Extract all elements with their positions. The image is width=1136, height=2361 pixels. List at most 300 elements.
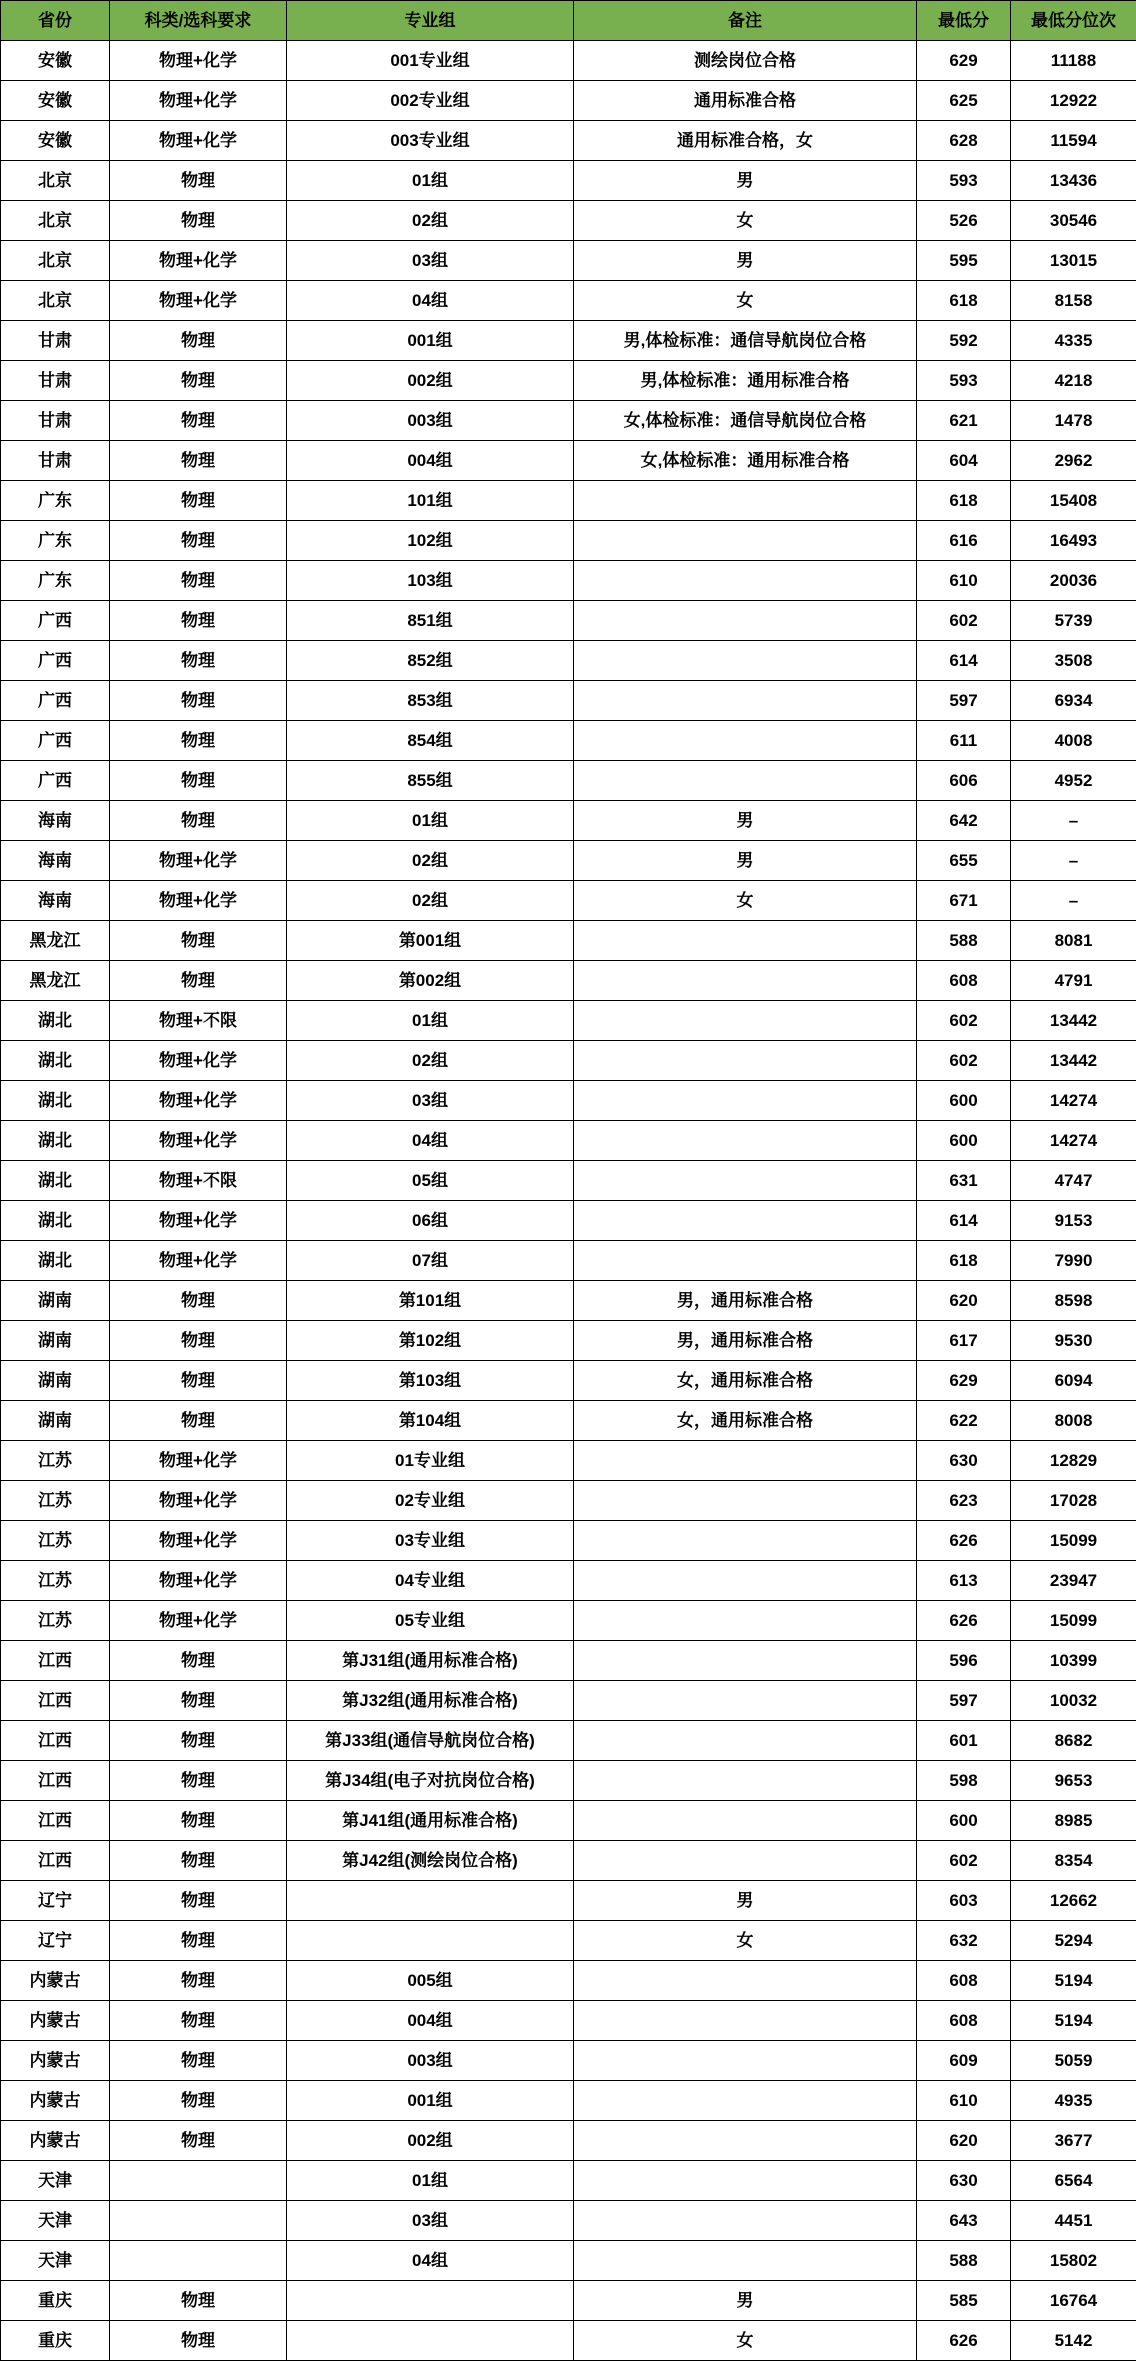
table-cell: 003专业组 [287,121,574,161]
table-cell: 甘肃 [1,321,110,361]
table-cell: 629 [917,1361,1011,1401]
table-cell: 001专业组 [287,41,574,81]
table-cell: 5294 [1011,1921,1136,1961]
table-row [1,521,1136,561]
table-cell: 物理 [110,921,287,961]
table-row [1,961,1136,1001]
table-cell: 622 [917,1401,1011,1441]
table-row [1,1121,1136,1161]
table-cell: 男 [574,841,917,881]
table-cell: 北京 [1,201,110,241]
table-cell: 黑龙江 [1,921,110,961]
table-cell: 物理 [110,1761,287,1801]
table-cell: 海南 [1,881,110,921]
table-cell: 第J32组(通用标准合格) [287,1681,574,1721]
table-row [1,1481,1136,1521]
table-row [1,361,1136,401]
table-cell [574,1521,917,1561]
table-cell: 男 [574,801,917,841]
table-cell [574,561,917,601]
table-cell: 物理+化学 [110,1201,287,1241]
table-cell: 物理 [110,1801,287,1841]
table-cell: 595 [917,241,1011,281]
table-cell: 15099 [1011,1601,1136,1641]
table-cell: 物理 [110,1721,287,1761]
table-cell: 辽宁 [1,1881,110,1921]
table-cell: 物理 [110,1881,287,1921]
table-row [1,1361,1136,1401]
table-cell: 女 [574,1921,917,1961]
table-cell: 物理 [110,1681,287,1721]
table-cell: 4335 [1011,321,1136,361]
table-cell: 5194 [1011,2001,1136,2041]
table-cell: 626 [917,1521,1011,1561]
table-cell: 物理 [110,1401,287,1441]
table-cell: 男 [574,161,917,201]
table-cell: 甘肃 [1,441,110,481]
table-cell: 610 [917,2081,1011,2121]
table-cell: 04组 [287,2241,574,2281]
table-cell: 女，通用标准合格 [574,1361,917,1401]
table-cell: 102组 [287,521,574,561]
table-body [1,41,1136,2361]
table-cell: 广西 [1,641,110,681]
table-cell: 4935 [1011,2081,1136,2121]
table-row [1,321,1136,361]
table-cell: 03组 [287,1081,574,1121]
table-row [1,641,1136,681]
table-cell: 广西 [1,721,110,761]
table-cell: 02组 [287,201,574,241]
table-cell: 物理+化学 [110,281,287,321]
table-cell [110,2161,287,2201]
table-cell: 男 [574,2281,917,2321]
table-row [1,1401,1136,1441]
table-cell: 30546 [1011,201,1136,241]
table-cell: 618 [917,1241,1011,1281]
table-cell: 642 [917,801,1011,841]
table-cell: 9530 [1011,1321,1136,1361]
column-header: 专业组 [287,1,574,41]
table-cell: 611 [917,721,1011,761]
table-cell: 湖北 [1,1081,110,1121]
table-row [1,601,1136,641]
table-cell: 620 [917,2121,1011,2161]
table-row [1,2161,1136,2201]
table-cell: 第002组 [287,961,574,1001]
table-row [1,281,1136,321]
table-cell: 男，通用标准合格 [574,1281,917,1321]
table-cell: 物理+不限 [110,1001,287,1041]
table-cell: 671 [917,881,1011,921]
table-cell: 613 [917,1561,1011,1601]
table-cell: 物理 [110,161,287,201]
table-cell: 江苏 [1,1601,110,1641]
table-cell: 618 [917,281,1011,321]
table-cell: 物理 [110,2121,287,2161]
table-cell [574,601,917,641]
table-cell: 598 [917,1761,1011,1801]
table-cell: 江西 [1,1841,110,1881]
table-cell: 14274 [1011,1121,1136,1161]
table-cell: 内蒙古 [1,2041,110,2081]
table-row [1,441,1136,481]
table-cell: 855组 [287,761,574,801]
table-cell: 女，通用标准合格 [574,1401,917,1441]
table-cell: 03组 [287,241,574,281]
table-cell: 女 [574,2321,917,2361]
table-cell [287,1881,574,1921]
table-cell: 596 [917,1641,1011,1681]
table-cell: 物理+化学 [110,81,287,121]
table-cell [574,1241,917,1281]
table-cell: 15802 [1011,2241,1136,2281]
table-cell: 黑龙江 [1,961,110,1001]
table-cell: 江西 [1,1801,110,1841]
table-cell: 男，通用标准合格 [574,1321,917,1361]
table-cell: 海南 [1,801,110,841]
table-cell: 物理 [110,561,287,601]
table-cell [574,1081,917,1121]
table-cell: 物理+化学 [110,1601,287,1641]
table-cell: 内蒙古 [1,2121,110,2161]
table-cell [110,2201,287,2241]
table-cell: 4791 [1011,961,1136,1001]
table-cell: 男 [574,1881,917,1921]
table-cell: 853组 [287,681,574,721]
table-cell: 600 [917,1121,1011,1161]
table-cell: 广西 [1,601,110,641]
table-cell: 8354 [1011,1841,1136,1881]
table-cell: 616 [917,521,1011,561]
table-cell: 13436 [1011,161,1136,201]
table-cell: 男 [574,241,917,281]
table-cell: 女 [574,281,917,321]
table-cell: 851组 [287,601,574,641]
table-cell: 632 [917,1921,1011,1961]
table-cell: 02专业组 [287,1481,574,1521]
table-row [1,1241,1136,1281]
table-cell: 608 [917,961,1011,1001]
table-cell: 4008 [1011,721,1136,761]
table-cell [574,1841,917,1881]
table-cell: 湖南 [1,1281,110,1321]
table-cell: 9153 [1011,1201,1136,1241]
table-cell: 608 [917,2001,1011,2041]
table-cell: 5739 [1011,601,1136,641]
table-cell: 005组 [287,1961,574,2001]
table-cell: 物理 [110,601,287,641]
table-cell: 北京 [1,281,110,321]
table-cell: 江苏 [1,1441,110,1481]
table-row [1,1841,1136,1881]
table-cell: 江西 [1,1721,110,1761]
table-cell: 13015 [1011,241,1136,281]
table-cell: 14274 [1011,1081,1136,1121]
table-cell: 北京 [1,161,110,201]
table-cell: 物理 [110,1641,287,1681]
table-cell [574,521,917,561]
table-cell: 5142 [1011,2321,1136,2361]
table-cell: 626 [917,1601,1011,1641]
table-cell: 女 [574,881,917,921]
table-cell: 广西 [1,761,110,801]
table-cell: 9653 [1011,1761,1136,1801]
table-cell: 湖北 [1,1001,110,1041]
table-cell: 安徽 [1,121,110,161]
table-cell: 第J33组(通信导航岗位合格) [287,1721,574,1761]
table-cell: 592 [917,321,1011,361]
table-cell: 物理 [110,201,287,241]
table-cell: 第J42组(测绘岗位合格) [287,1841,574,1881]
table-cell: 001组 [287,321,574,361]
table-row [1,2281,1136,2321]
table-cell: 626 [917,2321,1011,2361]
table-cell: 003组 [287,2041,574,2081]
table-cell: 物理+化学 [110,1441,287,1481]
table-cell: 603 [917,1881,1011,1921]
table-cell: 003组 [287,401,574,441]
table-cell [574,1041,917,1081]
table-cell: 第103组 [287,1361,574,1401]
table-cell: 内蒙古 [1,2001,110,2041]
table-cell: 第J34组(电子对抗岗位合格) [287,1761,574,1801]
table-cell: 内蒙古 [1,2081,110,2121]
table-cell: 湖南 [1,1321,110,1361]
table-row [1,1001,1136,1041]
table-cell: 002组 [287,361,574,401]
table-cell: 01组 [287,161,574,201]
table-cell: 8081 [1011,921,1136,961]
table-cell: 10032 [1011,1681,1136,1721]
table-cell: 7990 [1011,1241,1136,1281]
table-row [1,801,1136,841]
table-row [1,1921,1136,1961]
table-cell: 10399 [1011,1641,1136,1681]
table-cell: 588 [917,2241,1011,2281]
table-cell [574,1761,917,1801]
table-cell: 8682 [1011,1721,1136,1761]
table-row [1,881,1136,921]
table-cell: 04组 [287,281,574,321]
table-cell: 5194 [1011,1961,1136,2001]
table-cell: 625 [917,81,1011,121]
table-cell [574,1161,917,1201]
table-cell: 湖北 [1,1201,110,1241]
table-cell [574,481,917,521]
table-cell: 天津 [1,2161,110,2201]
table-cell: 602 [917,1841,1011,1881]
table-cell: 重庆 [1,2281,110,2321]
table-cell: 物理 [110,1921,287,1961]
table-cell: 物理 [110,2281,287,2321]
table-row [1,2201,1136,2241]
table-cell [574,1121,917,1161]
table-cell: 物理+化学 [110,41,287,81]
table-row [1,1961,1136,2001]
table-row [1,201,1136,241]
table-cell: 安徽 [1,41,110,81]
table-cell: 5059 [1011,2041,1136,2081]
table-cell: 13442 [1011,1041,1136,1081]
table-cell: 11594 [1011,121,1136,161]
table-cell: 江苏 [1,1481,110,1521]
table-cell: 第102组 [287,1321,574,1361]
table-cell: 004组 [287,441,574,481]
table-row [1,81,1136,121]
table-cell: 2962 [1011,441,1136,481]
table-cell [574,2081,917,2121]
table-row [1,1561,1136,1601]
table-cell: 1478 [1011,401,1136,441]
table-cell: 安徽 [1,81,110,121]
table-cell [574,1801,917,1841]
table-cell: 第104组 [287,1401,574,1441]
table-cell [574,2001,917,2041]
table-cell: 物理 [110,1961,287,2001]
table-cell: 物理+化学 [110,1241,287,1281]
table-cell: 617 [917,1321,1011,1361]
table-cell: 湖北 [1,1121,110,1161]
table-cell: 15408 [1011,481,1136,521]
table-cell: 物理 [110,1281,287,1321]
table-row [1,1641,1136,1681]
table-cell: 618 [917,481,1011,521]
table-cell: 12662 [1011,1881,1136,1921]
table-cell [110,2241,287,2281]
table-cell: 593 [917,161,1011,201]
table-cell: 广东 [1,561,110,601]
table-row [1,721,1136,761]
table-cell [574,2121,917,2161]
table-cell: 女 [574,201,917,241]
table-cell: 588 [917,921,1011,961]
table-cell [574,1441,917,1481]
column-header: 最低分 [917,1,1011,41]
table-cell [574,1201,917,1241]
table-cell [574,2161,917,2201]
table-row [1,1761,1136,1801]
table-row [1,2241,1136,2281]
table-cell: 628 [917,121,1011,161]
table-cell: 北京 [1,241,110,281]
table-cell: 物理 [110,2321,287,2361]
table-cell [574,1001,917,1041]
table-cell: 01专业组 [287,1441,574,1481]
table-cell: 湖北 [1,1041,110,1081]
table-row [1,1041,1136,1081]
table-cell: 629 [917,41,1011,81]
table-cell: 江苏 [1,1521,110,1561]
table-cell: 597 [917,681,1011,721]
table-row [1,241,1136,281]
table-cell: 620 [917,1281,1011,1321]
table-row [1,1161,1136,1201]
table-cell: 第001组 [287,921,574,961]
table-cell: 8985 [1011,1801,1136,1841]
table-cell: 物理+化学 [110,841,287,881]
table-row [1,2001,1136,2041]
table-cell [574,1561,917,1601]
table-cell: 湖北 [1,1241,110,1281]
table-cell: 广西 [1,681,110,721]
table-cell: 600 [917,1081,1011,1121]
table-cell: 第J41组(通用标准合格) [287,1801,574,1841]
table-cell [574,1721,917,1761]
table-cell: 物理+化学 [110,881,287,921]
table-cell: 天津 [1,2241,110,2281]
table-cell: 6934 [1011,681,1136,721]
table-cell: 物理 [110,481,287,521]
table-row [1,1441,1136,1481]
table-cell: 甘肃 [1,401,110,441]
table-row [1,1881,1136,1921]
table-cell: 02组 [287,1041,574,1081]
table-cell: 604 [917,441,1011,481]
table-cell: 物理 [110,2001,287,2041]
table-cell [574,2241,917,2281]
table-cell: 631 [917,1161,1011,1201]
table-cell: 天津 [1,2201,110,2241]
table-cell: 3677 [1011,2121,1136,2161]
table-cell: 物理+化学 [110,1521,287,1561]
table-cell: 重庆 [1,2321,110,2361]
table-cell: 610 [917,561,1011,601]
table-cell: 001组 [287,2081,574,2121]
table-cell: 002专业组 [287,81,574,121]
table-cell: 物理 [110,1841,287,1881]
table-row [1,41,1136,81]
table-cell: 16764 [1011,2281,1136,2321]
table-cell: 江苏 [1,1561,110,1601]
table-row [1,161,1136,201]
table-cell: 6094 [1011,1361,1136,1401]
table-row [1,1081,1136,1121]
table-cell: 600 [917,1801,1011,1841]
table-cell: 602 [917,1001,1011,1041]
table-cell [574,721,917,761]
table-cell: 物理 [110,321,287,361]
table-cell: 江西 [1,1641,110,1681]
table-cell: 597 [917,1681,1011,1721]
table-row [1,1281,1136,1321]
table-cell: 物理 [110,961,287,1001]
table-header [1,1,1136,41]
table-cell [574,1641,917,1681]
table-cell: 02组 [287,881,574,921]
table-cell: 103组 [287,561,574,601]
table-cell: 第101组 [287,1281,574,1321]
table-cell [574,1481,917,1521]
table-cell: 测绘岗位合格 [574,41,917,81]
table-cell: 甘肃 [1,361,110,401]
table-cell: 物理 [110,521,287,561]
table-cell: 621 [917,401,1011,441]
table-row [1,1721,1136,1761]
table-cell: 辽宁 [1,1921,110,1961]
table-cell: 3508 [1011,641,1136,681]
table-cell [574,1601,917,1641]
table-cell: 广东 [1,521,110,561]
table-cell: 物理 [110,401,287,441]
table-cell: 614 [917,1201,1011,1241]
table-row [1,1681,1136,1721]
table-cell: 852组 [287,641,574,681]
table-cell: 16493 [1011,521,1136,561]
table-cell: 物理 [110,441,287,481]
table-row [1,761,1136,801]
table-cell: 物理 [110,801,287,841]
